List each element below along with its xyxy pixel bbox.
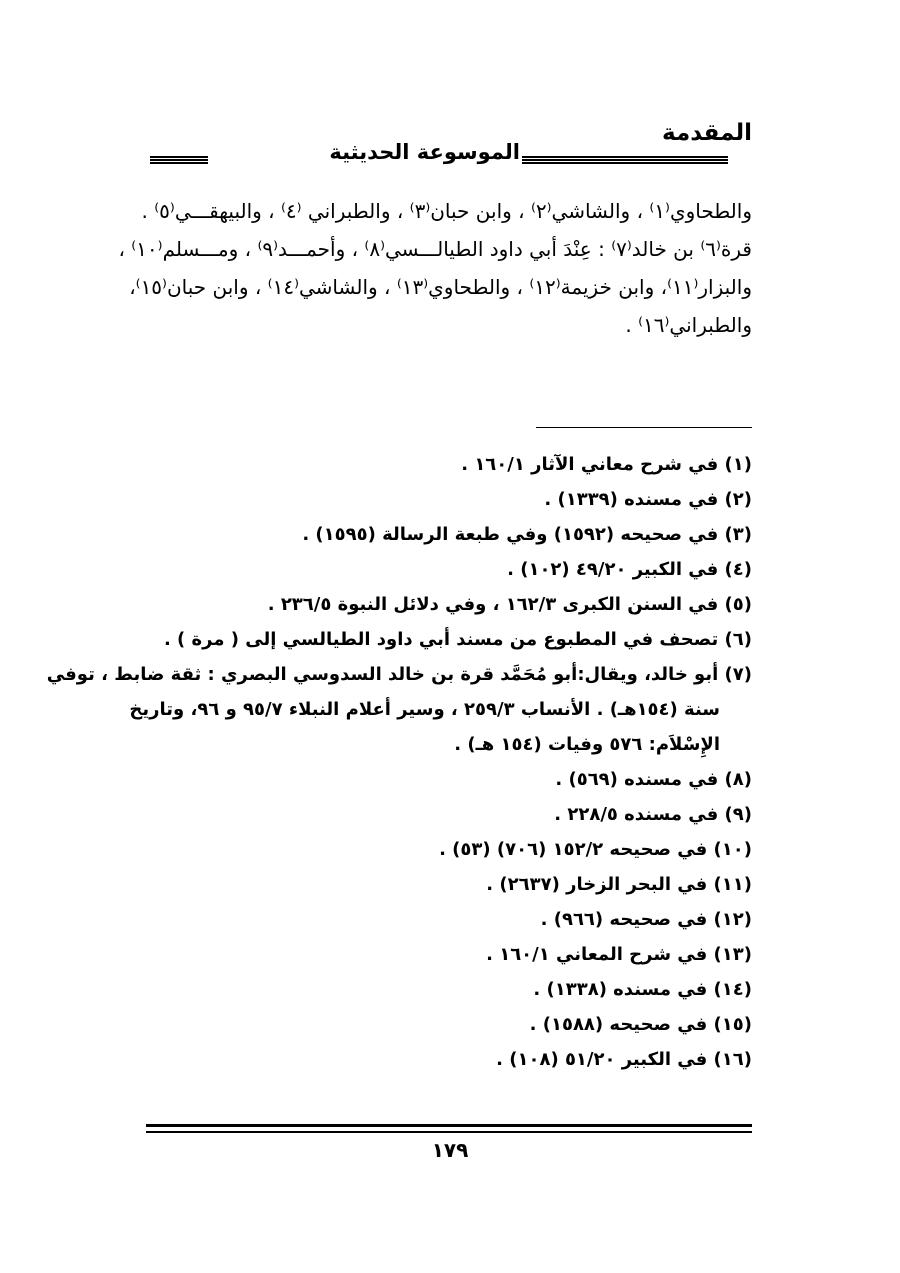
footnote-7-cont: الإِسْلاَم: ٥٧٦ وفيات (١٥٤ هـ) . xyxy=(454,734,720,755)
footnote-14: (١٤) في مسنده (١٣٣٨) . xyxy=(533,979,752,1000)
main-text-line: والطحاوي⁽١⁾ ، والشاشي⁽٢⁾ ، وابن حبان⁽٣⁾ ، والطبراني ⁽٤⁾ ، والبيهقـــي⁽٥⁾ . xyxy=(141,199,752,223)
main-text-line: والبزار⁽١١⁾، وابن خزيمة⁽١٢⁾ ، والطحاوي⁽١٣⁾ ، والشاشي⁽١٤⁾ ، وابن حبان⁽١٥⁾، xyxy=(129,275,752,299)
footer-rule-thick xyxy=(146,1124,752,1127)
footnote-7: (٧) أبو خالد، ويقال:أبو مُحَمَّد قرة بن خالد السدوسي البصري : ثقة ضابط ، توفي xyxy=(46,664,752,685)
footnote-3: (٣) في صحيحه (١٥٩٢) وفي طبعة الرسالة (١٥٩٥) . xyxy=(302,524,752,545)
running-header xyxy=(148,118,752,168)
header-rule-long xyxy=(522,156,728,164)
footer-rule-thin xyxy=(146,1131,752,1133)
footnote-8: (٨) في مسنده (٥٦٩) . xyxy=(555,769,752,790)
page-number: ١٧٩ xyxy=(431,1138,469,1162)
footnote-6: (٦) تصحف في المطبوع من مسند أبي داود الطيالسي إلى ( مرة ) . xyxy=(163,629,752,650)
footnote-separator xyxy=(536,427,752,428)
footnote-10: (١٠) في صحيحه ١٥٢/٢ (٧٠٦) (٥٣) . xyxy=(439,839,752,860)
book-title: الموسوعة الحديثية xyxy=(329,140,520,164)
header-rule-short xyxy=(150,156,208,164)
section-title: المقدمة xyxy=(662,120,752,146)
footnotes xyxy=(46,447,752,1077)
footnote-13: (١٣) في شرح المعاني ١٦٠/١ . xyxy=(486,944,752,965)
footnote-4: (٤) في الكبير ٤٩/٢٠ (١٠٢) . xyxy=(507,559,752,580)
footnote-7-cont: سنة (١٥٤هـ) . الأنساب ٢٥٩/٣ ، وسير أعلام النبلاء ٩٥/٧ و ٩٦، وتاريخ xyxy=(129,699,720,720)
footnote-16: (١٦) في الكبير ٥١/٢٠ (١٠٨) . xyxy=(496,1049,752,1070)
footnote-15: (١٥) في صحيحه (١٥٨٨) . xyxy=(529,1014,752,1035)
main-text xyxy=(118,192,752,344)
main-text-line: والطبراني⁽١٦⁾ . xyxy=(625,313,752,337)
footnote-11: (١١) في البحر الزخار (٢٦٣٧) . xyxy=(486,874,752,895)
footnote-12: (١٢) في صحيحه (٩٦٦) . xyxy=(540,909,752,930)
footnote-2: (٢) في مسنده (١٣٣٩) . xyxy=(544,489,752,510)
footnote-5: (٥) في السنن الكبرى ١٦٢/٣ ، وفي دلائل النبوة ٢٣٦/٥ . xyxy=(267,594,752,615)
footnote-1: (١) في شرح معاني الآثار ١٦٠/١ . xyxy=(461,454,752,475)
main-text-line: قرة⁽٦⁾ بن خالد⁽٧⁾ : عِنْدَ أبي داود الطيالـــسي⁽٨⁾ ، وأحمـــد⁽٩⁾ ، ومـــسلم⁽١٠⁾ ، xyxy=(118,237,752,261)
footnote-9: (٩) في مسنده ٢٢٨/٥ . xyxy=(554,804,752,825)
